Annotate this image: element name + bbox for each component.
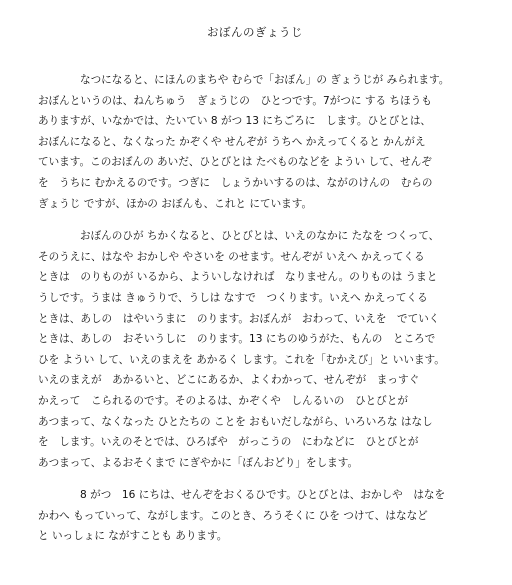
text-line: 8 がつ 16 にちは、せんぞをおくるひです。ひとびとは、おかしや はなを [80, 489, 446, 502]
text-line: ぎょうじ ですが、ほかの おぼんも、これと にています。 [38, 197, 313, 210]
text-line: ています。このおぼんの あいだ、ひとびとは たべものなどを ようい して、せんぞ [38, 156, 432, 169]
text-line: あつまって、なくなった ひとたちの ことを おもいだしながら、いろいろな はなし [38, 415, 433, 428]
text-line: ときは のりものが いるから、よういしなければ なりません。のりものは うまと [38, 271, 438, 284]
document-title: おぼんのぎょうじ [207, 25, 303, 39]
text-line: ありますが、いなかでは、たいてい 8 がつ 13 にちごろに します。ひとびとは、 [38, 115, 432, 128]
text-line: かわへ もっていって、ながします。このとき、ろうそくに ひを つけて、はななど [38, 509, 428, 522]
text-line: かえって こられるのです。そのよるは、かぞくや しんるいの ひとびとが [38, 394, 408, 407]
text-line: おぼんのひが ちかくなると、ひとびとは、いえのなかに たなを つくって、 [80, 230, 440, 243]
paragraph-1 [38, 70, 472, 214]
text-line: ひを ようい して、いえのまえを あかるく します。これを「むかえび」と いいます。 [38, 353, 445, 366]
text-line: ときは、あしの はやいうまに のります。おぼんが おわって、いえを でていく [38, 312, 440, 325]
text-line: おぼんというのは、ねんちゅう ぎょうじの ひとつです。7がつに する ちほうも [38, 94, 432, 107]
text-line: うしです。うまは きゅうりで、うしは なすで つくります。いえへ かえってくる [38, 291, 428, 304]
text-line: を うちに むかえるのです。つぎに しょうかいするのは、ながのけんの むらの [38, 176, 433, 189]
text-line: を します。いえのそとでは、ひろばや がっこうの にわなどに ひとびとが [38, 436, 419, 449]
text-line: そのうえに、はなや おかしや やさいを のせます。せんぞが いえへ かえってくる [38, 250, 425, 263]
text-line: あつまって、よるおそくまで にぎやかに「ぼんおどり」をします。 [38, 456, 359, 469]
text-line: ときは、あしの おそいうしに のります。13 にちのゆうがた、もんの ところで [38, 333, 436, 346]
text-line: なつになると、にほんのまちや むらで「おぼん」の ぎょうじが みられます。 [80, 74, 450, 86]
text-line: おぼんになると、なくなった かぞくや せんぞが うちへ かえってくると かんがえ [38, 135, 426, 148]
paragraph-2 [38, 226, 472, 473]
text-line: いえのまえが あかるいと、どこにあるか、よくわかって、せんぞが まっすぐ [38, 374, 420, 387]
text-line: と いっしょに ながすことも あります。 [38, 530, 228, 543]
paragraph-3 [38, 485, 472, 547]
